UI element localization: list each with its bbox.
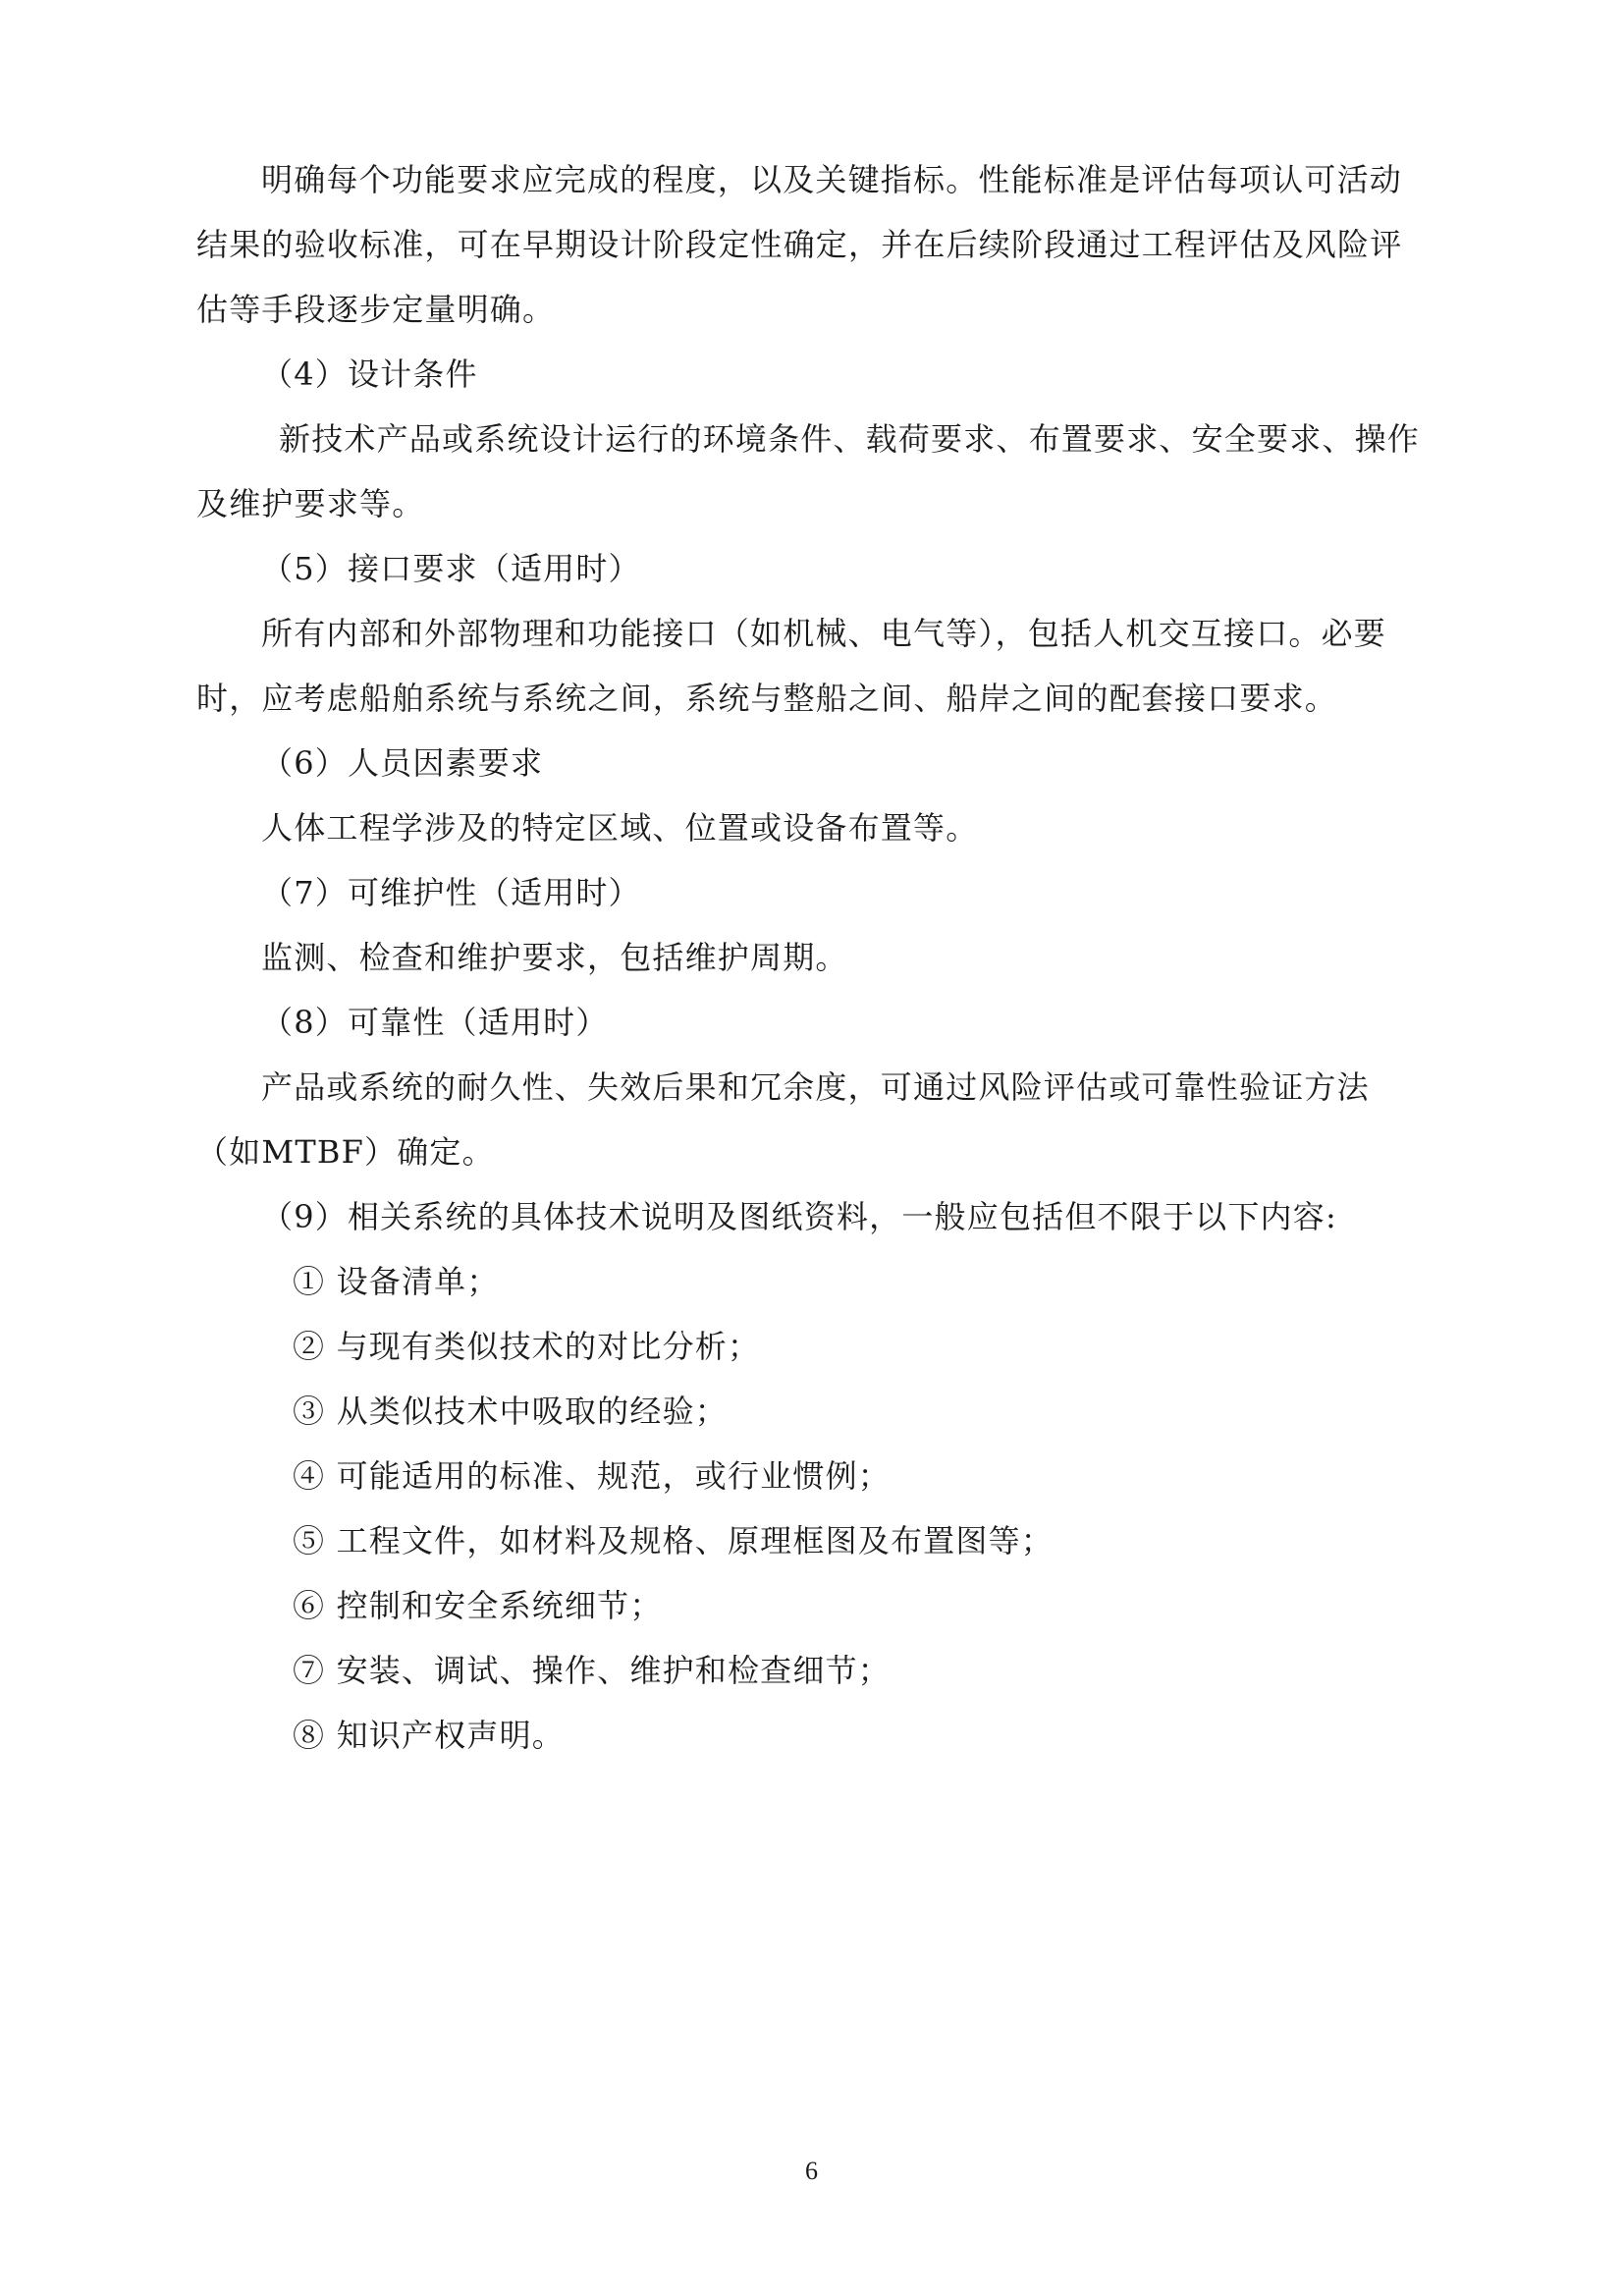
section-heading-interface-requirements: （5）接口要求（适用时）	[261, 550, 641, 587]
list-item: ⑦ 安装、调试、操作、维护和检查细节；	[293, 1652, 891, 1689]
section-heading-technical-documents: （9）相关系统的具体技术说明及图纸资料，一般应包括但不限于以下内容:	[261, 1198, 1337, 1235]
body-text-line: 时，应考虑船舶系统与系统之间，系统与整船之间、船岸之间的配套接口要求。	[196, 680, 1338, 717]
page-number: 6	[805, 2157, 818, 2185]
list-item: ③ 从类似技术中吸取的经验；	[293, 1393, 728, 1430]
section-heading-reliability: （8）可靠性（适用时）	[261, 1004, 609, 1041]
body-text-line: 估等手段逐步定量明确。	[196, 291, 556, 328]
body-text-line: 人体工程学涉及的特定区域、位置或设备布置等。	[261, 809, 979, 847]
list-item: ⑤ 工程文件，如材料及规格、原理框图及布置图等；	[293, 1522, 1054, 1559]
body-text-line: 所有内部和外部物理和功能接口（如机械、电气等），包括人机交互接口。必要	[261, 615, 1387, 652]
body-text-line: 新技术产品或系统设计运行的环境条件、载荷要求、布置要求、安全要求、操作	[279, 420, 1421, 458]
list-item: ⑧ 知识产权声明。	[293, 1717, 565, 1754]
list-item: ① 设备清单；	[293, 1263, 500, 1300]
list-item: ④ 可能适用的标准、规范，或行业惯例；	[293, 1457, 891, 1495]
body-text-line: 明确每个功能要求应完成的程度，以及关键指标。性能标准是评估每项认可活动	[261, 161, 1403, 198]
document-page	[196, 147, 1443, 1768]
list-item: ⑥ 控制和安全系统细节；	[293, 1587, 663, 1624]
body-text-line: 产品或系统的耐久性、失效后果和冗余度，可通过风险评估或可靠性验证方法	[261, 1068, 1370, 1106]
list-item: ② 与现有类似技术的对比分析；	[293, 1328, 761, 1365]
section-heading-maintainability: （7）可维护性（适用时）	[261, 874, 641, 911]
body-text-line: 监测、检查和维护要求，包括维护周期。	[261, 939, 848, 976]
body-text-line: 及维护要求等。	[196, 485, 425, 522]
section-heading-human-factors: （6）人员因素要求	[261, 744, 544, 782]
body-text-line: （如MTBF）确定。	[196, 1133, 495, 1171]
body-text-line: 结果的验收标准，可在早期设计阶段定性确定，并在后续阶段通过工程评估及风险评	[196, 226, 1403, 263]
section-heading-design-conditions: （4）设计条件	[261, 355, 478, 393]
